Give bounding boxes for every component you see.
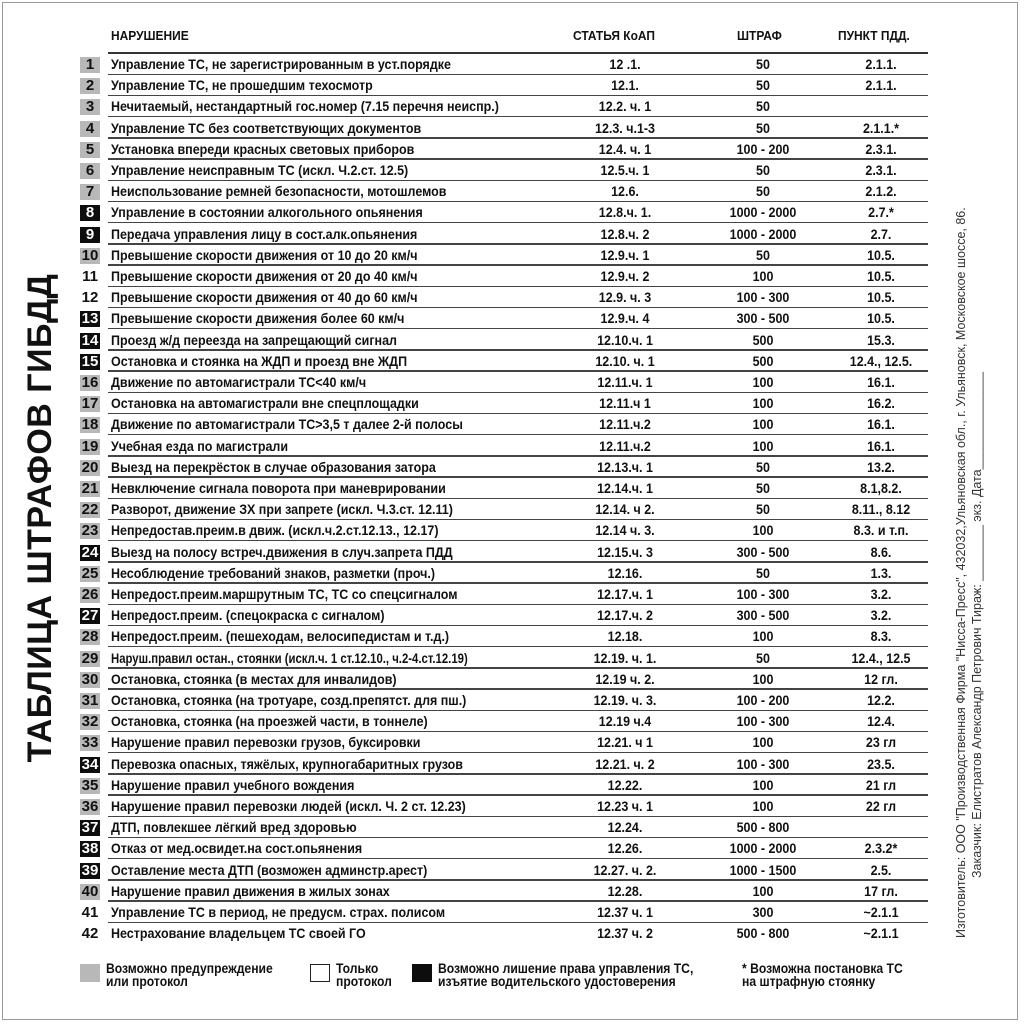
article-cell: 12.18. bbox=[607, 629, 643, 646]
fine-cell: 1000 - 1500 bbox=[729, 862, 797, 879]
row-number-badge: 16 bbox=[81, 374, 99, 391]
violation-text: Непредост.преим. (пешеходам, велосипедистам и т.д.) bbox=[111, 629, 450, 646]
article-cell: 12.9.ч. 2 bbox=[600, 269, 650, 285]
table-row bbox=[0, 457, 940, 478]
pdd-cell: 17 гл. bbox=[864, 883, 898, 900]
fine-cell: 50 bbox=[756, 99, 770, 116]
header-article: СТАТЬЯ КоАП bbox=[573, 28, 655, 43]
violation-text: Передача управления лицу в сост.алк.опьянения bbox=[111, 226, 418, 243]
fine-cell: 50 bbox=[756, 120, 770, 137]
fine-cell: 1000 - 2000 bbox=[729, 205, 797, 222]
row-number-badge: 34 bbox=[81, 755, 99, 773]
table-row bbox=[0, 902, 940, 923]
article-cell: 12.6. bbox=[611, 184, 639, 201]
article-cell: 12.11.ч. 1 bbox=[597, 375, 653, 391]
article-cell: 12.19. ч. 1. bbox=[593, 650, 657, 667]
article-cell: 12.27. ч. 2. bbox=[593, 862, 657, 879]
violation-text: Учебная езда по магистрали bbox=[111, 438, 289, 455]
legend-black-text: Возможно лишение права управления ТС, изъятие водительского удостоверения bbox=[438, 961, 694, 989]
article-cell: 12.9. ч. 3 bbox=[598, 290, 652, 307]
violation-text: Остановка и стоянка на ЖДП и проезд вне ЖДП bbox=[111, 353, 408, 370]
fine-cell: 100 - 200 bbox=[736, 693, 790, 709]
table-row bbox=[0, 372, 940, 393]
pdd-cell: 8.6. bbox=[870, 544, 892, 561]
pdd-cell: 2.3.1. bbox=[865, 141, 897, 158]
table-row bbox=[0, 669, 940, 690]
row-number-badge: 9 bbox=[80, 227, 100, 243]
row-number-badge: 42 bbox=[81, 925, 99, 943]
article-cell: 12.26. bbox=[607, 841, 643, 858]
header-violation: НАРУШЕНИЕ bbox=[111, 28, 189, 43]
fine-cell: 300 - 500 bbox=[736, 311, 790, 328]
row-number-badge: 26 bbox=[81, 586, 99, 603]
violation-text: Остановка, стоянка (на проезжей части, в тоннеле) bbox=[111, 714, 428, 731]
article-cell: 12.9.ч. 4 bbox=[600, 311, 650, 328]
pdd-cell: 2.1.2. bbox=[865, 184, 897, 201]
table-row bbox=[0, 181, 940, 202]
row-number-badge: 13 bbox=[81, 310, 99, 328]
table-row bbox=[0, 520, 940, 541]
article-cell: 12.28. bbox=[607, 883, 643, 900]
pdd-cell: 12 гл. bbox=[864, 671, 898, 688]
pdd-cell: 8.3. bbox=[870, 629, 892, 646]
fine-cell: 100 bbox=[752, 396, 774, 413]
row-number-badge: 8 bbox=[80, 205, 100, 221]
row-number-badge: 3 bbox=[80, 99, 100, 115]
fine-cell: 100 bbox=[752, 883, 774, 900]
fine-cell: 100 bbox=[752, 777, 774, 794]
violation-text: Несоблюдение требований знаков, разметки (проч.) bbox=[111, 565, 436, 582]
row-number-badge: 21 bbox=[81, 480, 99, 497]
pdd-cell: 8.3. и т.п. bbox=[853, 523, 909, 540]
table-row bbox=[0, 54, 940, 75]
violation-text: Оставление места ДТП (возможен админстр.арест) bbox=[111, 862, 428, 879]
violation-text: Управление в состоянии алкогольного опьянения bbox=[111, 205, 423, 222]
table-row bbox=[0, 923, 940, 944]
table-row bbox=[0, 881, 940, 902]
article-cell: 12.16. bbox=[607, 565, 643, 582]
row-number-badge: 24 bbox=[81, 543, 99, 561]
article-cell: 12.5.ч. 1 bbox=[600, 163, 650, 179]
violation-text: Движение по автомагистрали ТС<40 км/ч bbox=[111, 375, 367, 391]
violation-text: Нарушение правил перевозки грузов, буксировки bbox=[111, 735, 421, 752]
pdd-cell: ~2.1.1 bbox=[863, 905, 899, 921]
table-row bbox=[0, 266, 940, 287]
violation-text: Перевозка опасных, тяжёлых, крупногабаритных грузов bbox=[111, 756, 463, 773]
article-cell: 12.10.ч. 1 bbox=[597, 332, 653, 349]
violation-text: Нестрахование владельцем ТС своей ГО bbox=[111, 926, 366, 943]
pdd-cell: 12.2. bbox=[867, 693, 895, 709]
row-number-badge: 19 bbox=[81, 437, 99, 455]
fine-cell: 1000 - 2000 bbox=[729, 841, 797, 858]
article-cell: 12.9.ч. 1 bbox=[600, 247, 650, 264]
pdd-cell: 23.5. bbox=[867, 756, 895, 773]
pdd-cell: 10.5. bbox=[867, 311, 895, 328]
table-row bbox=[0, 648, 940, 669]
row-number-badge: 41 bbox=[81, 904, 99, 921]
article-cell: 12.4. ч. 1 bbox=[598, 141, 652, 158]
row-number-badge: 12 bbox=[81, 289, 99, 307]
pdd-cell: 13.2. bbox=[867, 459, 895, 476]
pdd-cell: 2.7. bbox=[870, 226, 892, 243]
violation-text: Превышение скорости движения от 40 до 60 км/ч bbox=[111, 290, 418, 307]
row-number-badge: 40 bbox=[81, 882, 99, 900]
pdd-cell: 1.3. bbox=[870, 565, 892, 582]
table-row bbox=[0, 224, 940, 245]
white-swatch bbox=[310, 964, 330, 982]
fine-cell: 100 bbox=[752, 438, 774, 455]
row-number-badge: 11 bbox=[80, 269, 100, 285]
table-row bbox=[0, 96, 940, 117]
article-cell: 12.13.ч. 1 bbox=[597, 459, 653, 476]
violation-text: Нечитаемый, нестандартный гос.номер (7.15 перечня неиспр.) bbox=[111, 99, 499, 116]
header-pdd: ПУНКТ ПДД. bbox=[838, 28, 910, 43]
table-row bbox=[0, 817, 940, 838]
pdd-cell: 16.1. bbox=[867, 438, 895, 455]
table-row bbox=[0, 860, 940, 881]
table-row bbox=[0, 75, 940, 96]
table-row bbox=[0, 796, 940, 817]
fine-cell: 50 bbox=[756, 459, 770, 476]
pdd-cell: 2.3.2* bbox=[864, 841, 898, 858]
violation-text: Неиспользование ремней безопасности, мотошлемов bbox=[111, 184, 447, 201]
row-number-badge: 1 bbox=[80, 57, 100, 73]
pdd-cell: 2.3.1. bbox=[865, 163, 897, 179]
article-cell: 12.8.ч. 1. bbox=[598, 205, 652, 222]
table-row bbox=[0, 202, 940, 223]
row-number-badge: 4 bbox=[80, 121, 100, 137]
row-number-badge: 20 bbox=[81, 458, 99, 476]
table-row bbox=[0, 118, 940, 139]
row-number-badge: 33 bbox=[81, 734, 99, 752]
table-row bbox=[0, 308, 940, 329]
fine-cell: 100 - 300 bbox=[736, 290, 790, 307]
table-row bbox=[0, 542, 940, 563]
fine-cell: 1000 - 2000 bbox=[729, 226, 797, 243]
article-cell: 12.8.ч. 2 bbox=[600, 226, 650, 243]
violation-text: Превышение скорости движения более 60 км/ч bbox=[111, 311, 405, 328]
table-row bbox=[0, 478, 940, 499]
violation-text: Проезд ж/д переезда на запрещающий сигнал bbox=[111, 332, 397, 349]
pdd-cell: 2.1.1. bbox=[865, 57, 897, 73]
pdd-cell: 10.5. bbox=[867, 247, 895, 264]
pdd-cell: 10.5. bbox=[867, 269, 895, 285]
fine-cell: 50 bbox=[756, 650, 770, 667]
row-number-badge: 38 bbox=[81, 840, 99, 858]
article-cell: 12.17.ч. 1 bbox=[597, 587, 653, 603]
violation-text: Наруш.правил остан., стоянки (искл.ч. 1 ст.12.10., ч.2-4.ст.12.19) bbox=[111, 650, 468, 667]
page-title: ТАБЛИЦА ШТРАФОВ ГИБДД bbox=[21, 273, 59, 763]
pdd-cell: 2.7.* bbox=[868, 205, 894, 222]
table-row bbox=[0, 626, 940, 647]
row-number-badge: 10 bbox=[81, 246, 99, 264]
table-row bbox=[0, 838, 940, 859]
violation-text: Остановка, стоянка (на тротуаре, созд.препятст. для пш.) bbox=[111, 693, 467, 709]
violation-text: Управление ТС, не прошедшим техосмотр bbox=[111, 78, 373, 95]
article-cell: 12.24. bbox=[607, 820, 643, 837]
row-number-badge: 25 bbox=[81, 564, 99, 582]
article-cell: 12.11.ч.2 bbox=[599, 438, 651, 455]
pdd-cell: 16.1. bbox=[867, 375, 895, 391]
article-cell: 12.19. ч. 3. bbox=[593, 693, 657, 709]
fine-cell: 50 bbox=[756, 78, 770, 95]
fine-cell: 100 bbox=[752, 629, 774, 646]
row-number-badge: 22 bbox=[81, 501, 99, 519]
fine-cell: 50 bbox=[756, 481, 770, 497]
article-cell: 12.14.ч. 1 bbox=[597, 481, 653, 497]
pdd-cell: 2.1.1. bbox=[865, 78, 897, 95]
article-cell: 12.21. ч 1 bbox=[597, 735, 653, 752]
table-row bbox=[0, 584, 940, 605]
pdd-cell: 22 гл bbox=[865, 799, 897, 815]
article-cell: 12.17.ч. 2 bbox=[597, 608, 653, 625]
fine-cell: 100 bbox=[752, 523, 774, 540]
violation-text: Непредост.преим. (спецокраска с сигналом) bbox=[111, 608, 385, 625]
pdd-cell: 8.11., 8.12 bbox=[851, 502, 911, 519]
row-number-badge: 14 bbox=[81, 331, 99, 349]
pdd-cell: 2.5. bbox=[870, 862, 892, 879]
fine-cell: 100 bbox=[752, 269, 774, 285]
violation-text: Управление ТС в период, не предусм. страх. полисом bbox=[111, 905, 446, 921]
table-row bbox=[0, 393, 940, 414]
fine-cell: 100 bbox=[752, 799, 774, 815]
violation-text: Разворот, движение ЗХ при запрете (искл. Ч.3.ст. 12.11) bbox=[111, 502, 453, 519]
fine-cell: 100 bbox=[752, 375, 774, 391]
fine-cell: 100 bbox=[752, 671, 774, 688]
row-number-badge: 29 bbox=[81, 649, 99, 667]
fine-cell: 500 bbox=[752, 332, 774, 349]
table-row bbox=[0, 351, 940, 372]
table-row bbox=[0, 605, 940, 626]
imprint-customer: Заказчик: Елистратов Александр Петрович Тираж: ________ экз. Дата______________ bbox=[970, 372, 984, 878]
fine-cell: 100 - 200 bbox=[736, 141, 790, 158]
violation-text: Нарушение правил учебного вождения bbox=[111, 777, 355, 794]
pdd-cell: 12.4., 12.5. bbox=[849, 353, 913, 370]
pdd-cell: ~2.1.1 bbox=[863, 926, 899, 943]
article-cell: 12.1. bbox=[611, 78, 639, 95]
fine-cell: 500 bbox=[752, 353, 774, 370]
table-row bbox=[0, 330, 940, 351]
pdd-cell: 23 гл bbox=[865, 735, 897, 752]
pdd-cell: 16.1. bbox=[867, 417, 895, 434]
violation-text: Отказ от мед.освидет.на сост.опьянения bbox=[111, 841, 363, 858]
row-number-badge: 2 bbox=[80, 78, 100, 94]
row-number-badge: 17 bbox=[81, 395, 99, 413]
row-number-badge: 27 bbox=[81, 607, 99, 625]
fine-cell: 50 bbox=[756, 184, 770, 201]
article-cell: 12.11.ч 1 bbox=[599, 396, 651, 413]
violation-text: Управление ТС, не зарегистрированным в уст.порядке bbox=[111, 57, 451, 73]
row-number-badge: 31 bbox=[81, 692, 99, 709]
gray-swatch bbox=[80, 964, 100, 982]
fine-cell: 300 - 500 bbox=[736, 608, 790, 625]
violation-text: Установка впереди красных световых приборов bbox=[111, 141, 415, 158]
row-number-badge: 23 bbox=[81, 522, 99, 540]
fine-cell: 50 bbox=[756, 163, 770, 179]
table-row bbox=[0, 563, 940, 584]
row-number-badge: 5 bbox=[80, 142, 100, 158]
article-cell: 12.21. ч. 2 bbox=[595, 756, 655, 773]
pdd-cell: 3.2. bbox=[870, 608, 892, 625]
table-row bbox=[0, 732, 940, 753]
fine-cell: 100 bbox=[752, 417, 774, 434]
table-row bbox=[0, 690, 940, 711]
article-cell: 12.14 ч. 3. bbox=[595, 523, 655, 540]
violation-text: Превышение скорости движения от 20 до 40 км/ч bbox=[111, 269, 418, 285]
table-row bbox=[0, 436, 940, 457]
violation-text: Управление неисправным ТС (искл. Ч.2.ст. 12.5) bbox=[111, 163, 409, 179]
violation-text: ДТП, повлекшее лёгкий вред здоровью bbox=[111, 820, 357, 837]
black-swatch bbox=[412, 964, 432, 982]
violation-text: Остановка на автомагистрали вне спецплощадки bbox=[111, 396, 419, 413]
article-cell: 12.15.ч. 3 bbox=[597, 544, 653, 561]
article-cell: 12.37 ч. 2 bbox=[597, 926, 653, 943]
article-cell: 12.10. ч. 1 bbox=[595, 353, 655, 370]
violation-text: Движение по автомагистрали ТС>3,5 т далее 2-й полосы bbox=[111, 417, 463, 434]
article-cell: 12.3. ч.1-3 bbox=[594, 120, 656, 137]
row-number-badge: 39 bbox=[81, 861, 99, 879]
row-number-badge: 6 bbox=[80, 163, 100, 179]
row-number-badge: 32 bbox=[81, 713, 99, 731]
row-number-badge: 15 bbox=[81, 352, 99, 370]
article-cell: 12.22. bbox=[607, 777, 643, 794]
row-number-badge: 37 bbox=[81, 819, 99, 837]
fine-cell: 500 - 800 bbox=[736, 820, 790, 837]
legend-white-text: Только протокол bbox=[336, 961, 392, 989]
article-cell: 12.14. ч 2. bbox=[595, 502, 655, 519]
legend-star-text: * Возможна постановка ТС на штрафную стоянку bbox=[742, 961, 903, 989]
article-cell: 12.11.ч.2 bbox=[599, 417, 651, 434]
table-row bbox=[0, 499, 940, 520]
header-fine: ШТРАФ bbox=[737, 28, 782, 43]
article-cell: 12.37 ч. 1 bbox=[597, 905, 653, 921]
violation-text: Управление ТС без соответствующих документов bbox=[111, 120, 422, 137]
violation-text: Нарушение правил движения в жилых зонах bbox=[111, 883, 390, 900]
violation-text: Нарушение правил перевозки людей (искл. Ч. 2 ст. 12.23) bbox=[111, 799, 466, 815]
fine-cell: 50 bbox=[756, 565, 770, 582]
table-row bbox=[0, 245, 940, 266]
fine-cell: 500 - 800 bbox=[736, 926, 790, 943]
table-row bbox=[0, 160, 940, 181]
row-number-badge: 30 bbox=[81, 670, 99, 688]
table-row bbox=[0, 754, 940, 775]
row-number-badge: 7 bbox=[80, 184, 100, 200]
row-number-badge: 36 bbox=[81, 798, 99, 815]
fine-cell: 100 - 300 bbox=[736, 714, 790, 731]
pdd-cell: 15.3. bbox=[867, 332, 895, 349]
row-number-badge: 35 bbox=[81, 776, 99, 794]
violation-text: Выезд на перекрёсток в случае образования затора bbox=[111, 459, 436, 476]
fine-cell: 50 bbox=[756, 247, 770, 264]
table-row bbox=[0, 775, 940, 796]
article-cell: 12.19 ч. 2. bbox=[595, 671, 655, 688]
table-row bbox=[0, 287, 940, 308]
violation-text: Непредостав.преим.в движ. (искл.ч.2.ст.12.13., 12.17) bbox=[111, 523, 439, 540]
violation-text: Невключение сигнала поворота при маневрировании bbox=[111, 481, 446, 497]
article-cell: 12.2. ч. 1 bbox=[598, 99, 652, 116]
article-cell: 12 .1. bbox=[609, 57, 641, 73]
pdd-cell: 21 гл bbox=[865, 777, 897, 794]
pdd-cell: 8.1,8.2. bbox=[860, 481, 902, 497]
table-row bbox=[0, 711, 940, 732]
row-number-badge: 28 bbox=[81, 628, 99, 646]
violation-text: Непредост.преим.маршрутным ТС, ТС со спецсигналом bbox=[111, 587, 458, 603]
fine-cell: 100 - 300 bbox=[736, 756, 790, 773]
pdd-cell: 10.5. bbox=[867, 290, 895, 307]
violation-text: Превышение скорости движения от 10 до 20 км/ч bbox=[111, 247, 418, 264]
legend-gray-text: Возможно предупреждение или протокол bbox=[106, 961, 273, 989]
table-row bbox=[0, 139, 940, 160]
pdd-cell: 2.1.1.* bbox=[862, 120, 900, 137]
article-cell: 12.19 ч.4 bbox=[598, 714, 652, 731]
fine-cell: 50 bbox=[756, 502, 770, 519]
violation-text: Остановка, стоянка (в местах для инвалидов) bbox=[111, 671, 397, 688]
fine-cell: 50 bbox=[756, 57, 770, 73]
fine-cell: 100 bbox=[752, 735, 774, 752]
pdd-cell: 12.4., 12.5 bbox=[851, 650, 911, 667]
article-cell: 12.23 ч. 1 bbox=[597, 799, 653, 815]
violation-text: Выезд на полосу встреч.движения в случ.запрета ПДД bbox=[111, 544, 453, 561]
fine-cell: 300 bbox=[752, 905, 774, 921]
row-number-badge: 18 bbox=[81, 416, 99, 434]
table-row bbox=[0, 414, 940, 435]
pdd-cell: 16.2. bbox=[867, 396, 895, 413]
fine-cell: 300 - 500 bbox=[736, 544, 790, 561]
imprint-manufacturer: Изготовитель: ООО "Производственная Фирма "Нисса-Пресс", 432032,Ульяновская обл., г. Ульяновск, Московское шоссе, 86. bbox=[954, 207, 968, 938]
pdd-cell: 3.2. bbox=[870, 587, 892, 603]
pdd-cell: 12.4. bbox=[867, 714, 895, 731]
fine-cell: 100 - 300 bbox=[736, 587, 790, 603]
